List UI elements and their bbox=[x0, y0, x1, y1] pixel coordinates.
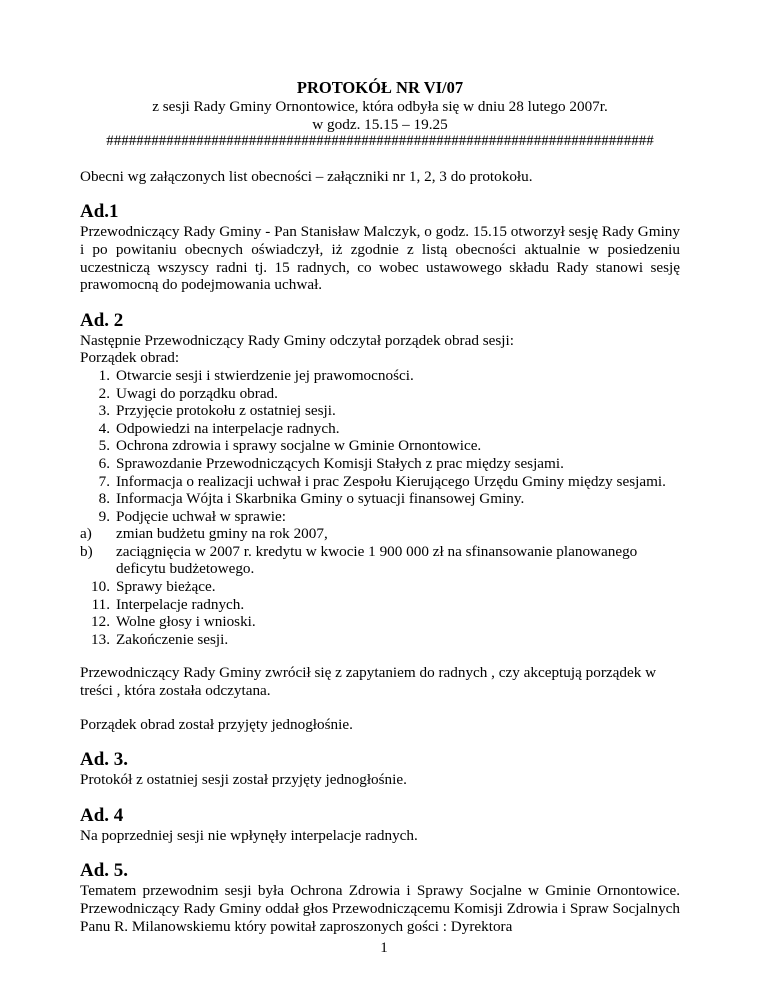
agenda-list bbox=[80, 367, 680, 649]
ad5-heading: Ad. 5. bbox=[80, 860, 129, 882]
agenda-item: 4. Odpowiedzi na interpelacje radnych. bbox=[98, 419, 340, 437]
session-hours: w godz. 15.15 – 19.25 bbox=[312, 115, 448, 133]
agenda-subitem: a) zmian budżetu gminy na rok 2007, bbox=[80, 525, 328, 543]
agenda-item: 12. Wolne głosy i wnioski. bbox=[91, 613, 256, 631]
agenda-item: 2. Uwagi do porządku obrad. bbox=[98, 384, 278, 402]
agenda-accepted: Porządek obrad został przyjęty jednogłośnie. bbox=[80, 715, 353, 733]
ad3-heading: Ad. 3. bbox=[80, 749, 129, 771]
agenda-subitem: b) zaciągnięcia w 2007 r. kredytu w kwocie 1 900 000 zł na sfinansowanie planowanego deficytu budżetowego. bbox=[80, 542, 638, 578]
ad3-text: Protokół z ostatniej sesji został przyjęty jednogłośnie. bbox=[80, 771, 407, 789]
ad2-intro: Następnie Przewodniczący Rady Gminy odczytał porządek obrad sesji: bbox=[80, 331, 514, 349]
agenda-label: Porządek obrad: bbox=[80, 349, 180, 367]
agenda-item: 3. Przyjęcie protokołu z ostatniej sesji. bbox=[98, 402, 336, 420]
attendance-note: Obecni wg załączonych list obecności – załączniki nr 1, 2, 3 do protokołu. bbox=[80, 167, 533, 185]
agenda-item: 8. Informacja Wójta i Skarbnika Gminy o sytuacji finansowej Gminy. bbox=[98, 490, 525, 508]
agenda-item: 11. Interpelacje radnych. bbox=[91, 595, 245, 613]
session-subtitle: z sesji Rady Gminy Ornontowice, która odbyła się w dniu 28 lutego 2007r. bbox=[152, 98, 608, 115]
agenda-item: 9. Podjęcie uchwał w sprawie: bbox=[98, 507, 286, 525]
agenda-question: Przewodniczący Rady Gminy zwrócił się z zapytaniem do radnych , czy akceptują porządek w treści , która została odczytana. bbox=[80, 664, 657, 700]
ad2-heading: Ad. 2 bbox=[80, 309, 124, 331]
agenda-item: 7. Informacja o realizacji uchwał i prac Zespołu Kierującego Urzędu Gminy między sesjami. bbox=[98, 472, 666, 490]
ad4-text: Na poprzedniej sesji nie wpłynęły interpelacje radnych. bbox=[80, 826, 418, 844]
agenda-item: 10. Sprawy bieżące. bbox=[91, 578, 216, 596]
agenda-item: 1. Otwarcie sesji i stwierdzenie jej prawomocności. bbox=[98, 366, 414, 384]
hash-separator: ######################################################################### bbox=[106, 133, 654, 150]
agenda-item: 5. Ochrona zdrowia i sprawy socjalne w Gminie Ornontowice. bbox=[98, 437, 482, 455]
document-page bbox=[80, 78, 680, 935]
ad1-heading: Ad.1 bbox=[80, 201, 119, 223]
ad4-heading: Ad. 4 bbox=[80, 804, 124, 826]
agenda-item: 6. Sprawozdanie Przewodniczących Komisji Stałych z prac między sesjami. bbox=[98, 454, 564, 472]
ad1-text: Przewodniczący Rady Gminy - Pan Stanisław Malczyk, o godz. 15.15 otworzył sesję Rady Gminy i po powitaniu obecnych oświadczył, iż zgodnie z listą obecności aktualnie w posiedzeniu uczestniczą wszyscy radni tj. 15 radnych, co wobec ustawowego składu Rady stanowi sesję prawomocną do podejmowania uchwał. bbox=[80, 223, 680, 294]
page-number: 1 bbox=[380, 940, 388, 956]
ad5-text: Tematem przewodnim sesji była Ochrona Zdrowia i Sprawy Socjalne w Gminie Ornontowice. Przewodniczący Rady Gminy oddał głos Przewodniczącemu Komisji Zdrowia i Spraw Socjalnych Panu R. Milanowskiemu który powitał zaproszonych gości : Dyrektora bbox=[80, 882, 680, 935]
agenda-item: 13. Zakończenie sesji. bbox=[91, 630, 229, 648]
document-title: PROTOKÓŁ NR VI/07 bbox=[296, 78, 464, 97]
